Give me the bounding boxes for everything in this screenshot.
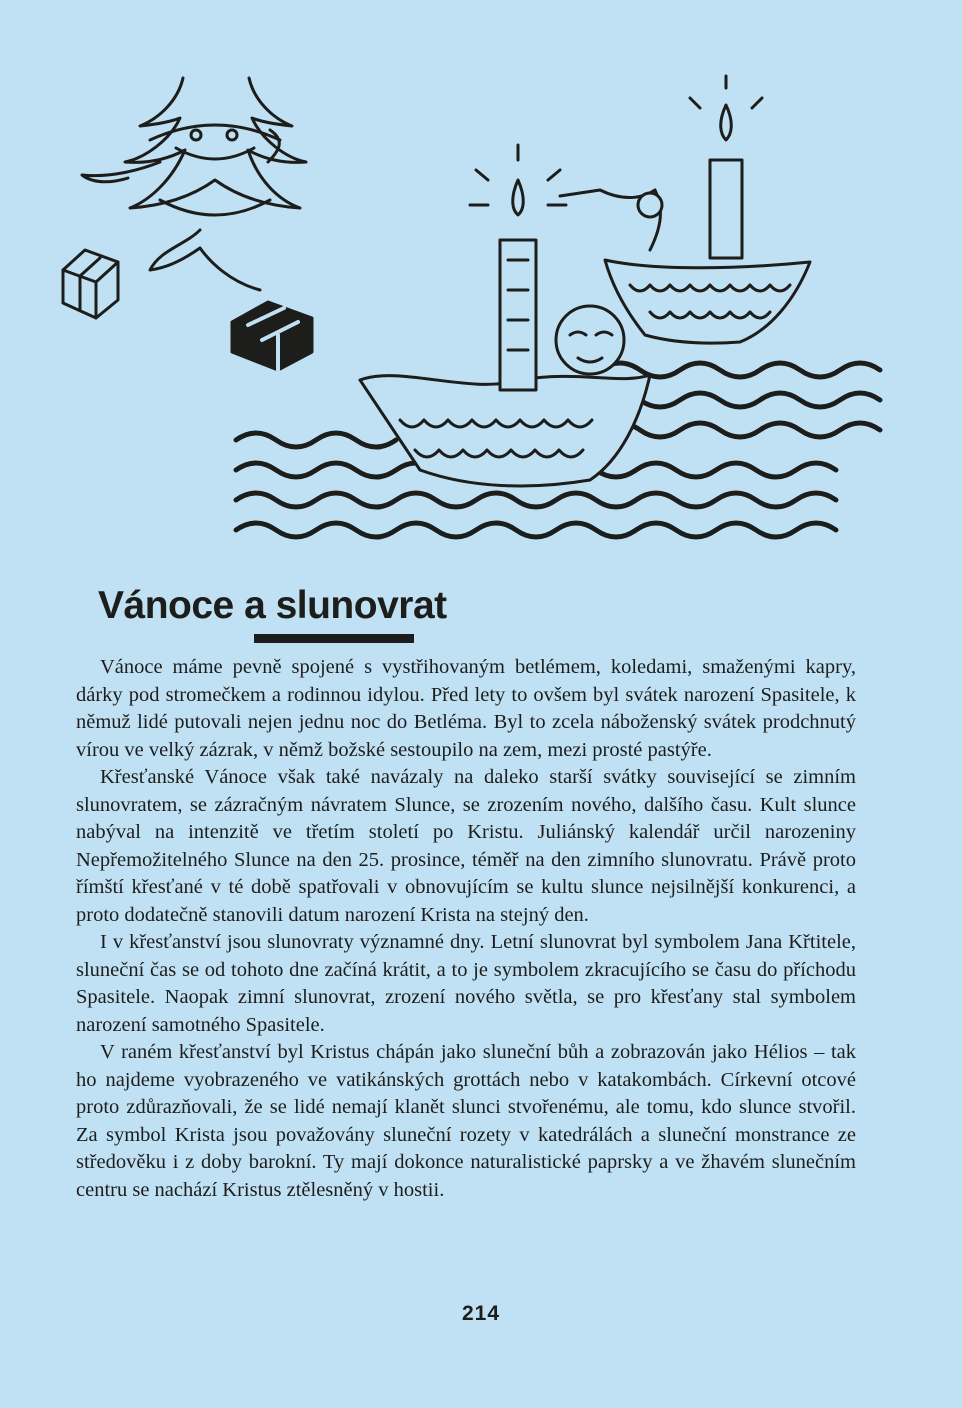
- gift-box-small: [63, 250, 118, 318]
- large-boat: [360, 145, 650, 486]
- paragraph-4: V raném křesťanství byl Kristus chápán jako sluneční bůh a zobrazován jako Hélios – tak ho najdeme vyobrazeného ve vatikánských grottách nebo v katakombách. Církevní otcové proto zdůrazňovali, že se lidé nemají klanět slunci stvořenému, ale tomu, kdo slunce stvořil. Za symbol Krista jsou považovány sluneční rozety v katedrálách a sluneční monstrance ze středověku i z doby barokní. Ty mají dokonce naturalistické paprsky a ve žhavém slunečním centru se nachází Kristus ztělesněný v hostii.: [76, 1041, 856, 1201]
- page-number: 214: [461, 1302, 501, 1325]
- woodcut-illustration: [0, 0, 962, 580]
- christmas-tree-figure: [82, 78, 306, 290]
- title-underline: [254, 634, 414, 643]
- paragraph-3: I v křesťanství jsou slunovraty významné dny. Letní slunovrat byl symbolem Jana Křtitele, sluneční čas se od tohoto dne začíná krátit, a to je symbolem zkracujícího se času do příchodu Spasitele. Naopak zimní slunovrat, zrození nového světla, se pro křesťany stal symbolem narození samotného Spasitele.: [76, 931, 856, 1036]
- article-body: [76, 654, 856, 1204]
- article-title: Vánoce a slunovrat: [98, 584, 447, 627]
- gift-box-large: [232, 302, 312, 370]
- paragraph-1: Vánoce máme pevně spojené s vystřihovaným betlémem, koledami, smaženými kapry, dárky pod stromečkem a rodinnou idylou. Před lety to ovšem byl svátek narození Spasitele, k němuž lidé putovali nejen jednu noc do Betléma. Byl to zcela náboženský svátek prodchnutý vírou ve velký zázrak, v němž božské sestoupilo na zem, mezi prosté pastýře.: [76, 656, 856, 761]
- small-boat: [560, 76, 810, 343]
- paragraph-2: Křesťanské Vánoce však také navázaly na daleko starší svátky související se zimním slunovratem, se zázračným návratem Slunce, se zrozením nového, dalšího času. Kult slunce nabýval na intenzitě ve třetím století po Kristu. Juliánský kalendář určil narozeniny Nepřemožitelného Slunce na den 25. prosince, téměř na den zimního slunovratu. Právě proto římští křesťané v té době spatřovali v obnovujícím se kultu slunce nejsilnější konkurenci, a proto dodatečně stanovili datum narození Krista na stejný den.: [76, 766, 856, 926]
